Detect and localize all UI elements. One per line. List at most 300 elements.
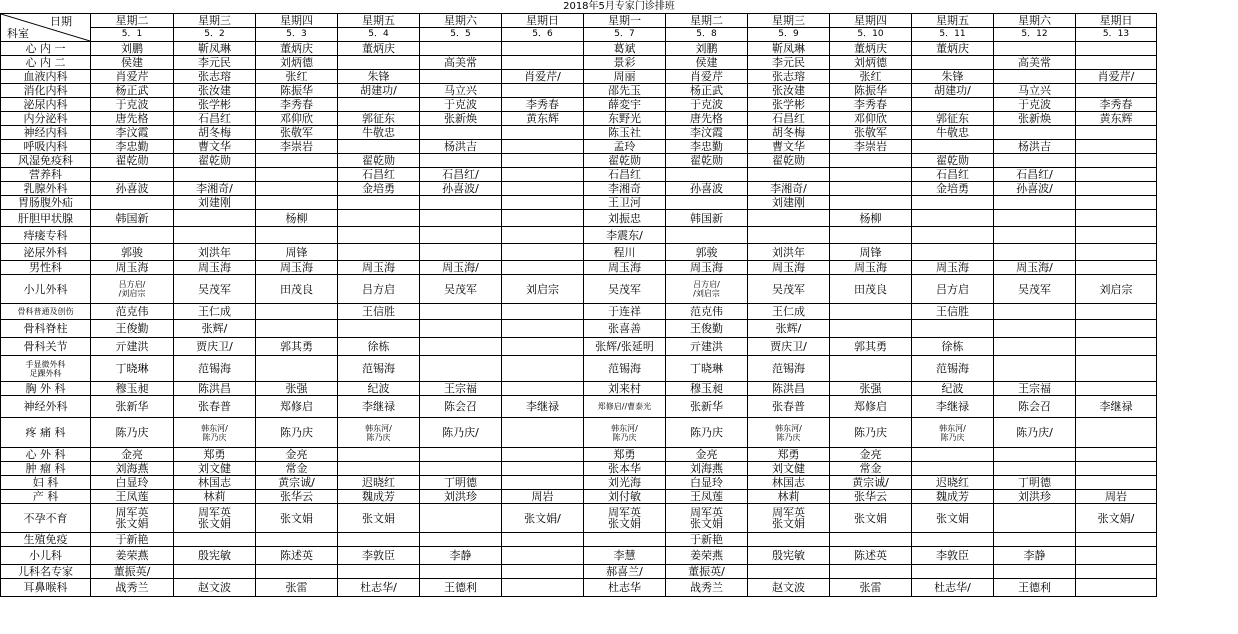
- doctor-cell: 韩东河/ 陈乃庆: [338, 418, 420, 448]
- weekday-header: 星期五: [912, 14, 994, 28]
- doctor-cell: 穆玉昶: [91, 382, 174, 396]
- doctor-cell: [830, 565, 912, 579]
- date-header: 5．12: [994, 28, 1076, 42]
- doctor-cell: 姜荣燕: [666, 547, 748, 565]
- doctor-cell: 翟乾勋: [584, 154, 666, 168]
- doctor-cell: [338, 320, 420, 338]
- doctor-cell: 李湘奇/: [748, 182, 830, 196]
- doctor-cell: 石昌红: [748, 112, 830, 126]
- table-row: [1, 476, 1157, 490]
- doctor-cell: 黄东辉: [502, 112, 584, 126]
- doctor-cell: 吕方启: [338, 275, 420, 304]
- doctor-cell: [830, 227, 912, 244]
- date-header: 5．10: [830, 28, 912, 42]
- doctor-cell: [994, 320, 1076, 338]
- doctor-cell: 陈会召: [420, 396, 502, 418]
- doctor-cell: 肖爱芹: [666, 70, 748, 84]
- doctor-cell: 曹文华: [748, 140, 830, 154]
- doctor-cell: 刘建刚: [748, 196, 830, 210]
- doctor-cell: 周岩: [502, 490, 584, 504]
- doctor-cell: [994, 227, 1076, 244]
- doctor-cell: 胡建功/: [912, 84, 994, 98]
- doctor-cell: 林莉: [748, 490, 830, 504]
- doctor-cell: 陈振华: [256, 84, 338, 98]
- doctor-cell: [338, 448, 420, 462]
- doctor-cell: 魏成芳: [912, 490, 994, 504]
- doctor-cell: [502, 210, 584, 227]
- doctor-cell: 杨柳: [256, 210, 338, 227]
- doctor-cell: 王宗福: [420, 382, 502, 396]
- doctor-cell: 杜志华/: [338, 579, 420, 597]
- doctor-cell: [256, 168, 338, 182]
- doctor-cell: [338, 533, 420, 547]
- doctor-cell: [174, 168, 256, 182]
- doctor-cell: 邵先玉: [584, 84, 666, 98]
- doctor-cell: [420, 227, 502, 244]
- doctor-cell: [338, 244, 420, 261]
- doctor-cell: 郝喜兰/: [584, 565, 666, 579]
- table-row: [1, 338, 1157, 356]
- doctor-cell: 靳凤琳: [748, 42, 830, 56]
- doctor-cell: 徐栋: [338, 338, 420, 356]
- doctor-cell: 王德利: [420, 579, 502, 597]
- doctor-cell: 郑修启: [256, 396, 338, 418]
- date-header-row: [1, 28, 1157, 42]
- doctor-cell: 金亮: [256, 448, 338, 462]
- doctor-cell: [338, 565, 420, 579]
- doctor-cell: [420, 338, 502, 356]
- doctor-cell: 张敬军: [830, 126, 912, 140]
- doctor-cell: [912, 462, 994, 476]
- doctor-cell: [502, 476, 584, 490]
- weekday-header: 星期一: [584, 14, 666, 28]
- doctor-cell: [666, 168, 748, 182]
- doctor-cell: 吕方启/ /刘启宗: [91, 275, 174, 304]
- doctor-cell: 翟乾勋: [748, 154, 830, 168]
- doctor-cell: [502, 42, 584, 56]
- doctor-cell: 李元民: [748, 56, 830, 70]
- doctor-cell: [1076, 196, 1157, 210]
- doctor-cell: [174, 565, 256, 579]
- weekday-header: 星期二: [666, 14, 748, 28]
- doctor-cell: 刘鹏: [91, 42, 174, 56]
- doctor-cell: [748, 565, 830, 579]
- doctor-cell: 侯建: [666, 56, 748, 70]
- department-label: 神经内科: [1, 126, 91, 140]
- doctor-cell: [502, 227, 584, 244]
- doctor-cell: 刘付敏: [584, 490, 666, 504]
- doctor-cell: [256, 196, 338, 210]
- doctor-cell: 张敬军: [256, 126, 338, 140]
- doctor-cell: 郭其勇: [830, 338, 912, 356]
- doctor-cell: 张志瑢: [748, 70, 830, 84]
- doctor-cell: [994, 244, 1076, 261]
- doctor-cell: 周玉海: [748, 261, 830, 275]
- doctor-cell: [256, 565, 338, 579]
- doctor-cell: 周军英 张文娟: [666, 504, 748, 533]
- doctor-cell: [1076, 227, 1157, 244]
- doctor-cell: [502, 126, 584, 140]
- doctor-cell: [174, 210, 256, 227]
- doctor-cell: [1076, 579, 1157, 597]
- doctor-cell: [256, 182, 338, 196]
- doctor-cell: 张文娟: [256, 504, 338, 533]
- doctor-cell: [502, 533, 584, 547]
- table-row: [1, 579, 1157, 597]
- doctor-cell: 陈振华: [830, 84, 912, 98]
- doctor-cell: 姜荣燕: [91, 547, 174, 565]
- doctor-cell: 吴茂军: [420, 275, 502, 304]
- doctor-cell: 丁晓琳: [666, 356, 748, 382]
- doctor-cell: 黄宗诚/: [830, 476, 912, 490]
- department-label: 妇 科: [1, 476, 91, 490]
- doctor-cell: 韩东河/ 陈乃庆: [174, 418, 256, 448]
- doctor-cell: [1076, 210, 1157, 227]
- department-label: 小儿科: [1, 547, 91, 565]
- table-row: [1, 244, 1157, 261]
- doctor-cell: [748, 168, 830, 182]
- department-label: 骨科普通及创伤: [1, 304, 91, 320]
- doctor-cell: 白显玲: [91, 476, 174, 490]
- doctor-cell: [994, 338, 1076, 356]
- doctor-cell: [666, 227, 748, 244]
- doctor-cell: [1076, 244, 1157, 261]
- doctor-cell: [256, 356, 338, 382]
- doctor-cell: [994, 42, 1076, 56]
- doctor-cell: [420, 196, 502, 210]
- doctor-cell: 李静: [994, 547, 1076, 565]
- corner-date-label: 日期: [50, 15, 72, 28]
- doctor-cell: [256, 320, 338, 338]
- department-label: 心 内 一: [1, 42, 91, 56]
- doctor-cell: [420, 565, 502, 579]
- department-label: 小儿外科: [1, 275, 91, 304]
- doctor-cell: [420, 126, 502, 140]
- doctor-cell: 李敦臣: [338, 547, 420, 565]
- doctor-cell: 周军英 张文娟: [584, 504, 666, 533]
- doctor-cell: 黄东辉: [1076, 112, 1157, 126]
- doctor-cell: [1076, 84, 1157, 98]
- doctor-cell: [338, 210, 420, 227]
- date-header: 5．7: [584, 28, 666, 42]
- doctor-cell: 郑修启//曹泰光: [584, 396, 666, 418]
- doctor-cell: [994, 304, 1076, 320]
- doctor-cell: 吴茂军: [174, 275, 256, 304]
- doctor-cell: 郑勇: [174, 448, 256, 462]
- department-label: 耳鼻喉科: [1, 579, 91, 597]
- doctor-cell: 金培勇: [338, 182, 420, 196]
- doctor-cell: 刘鹏: [666, 42, 748, 56]
- doctor-cell: 金亮: [91, 448, 174, 462]
- weekday-header-row: [1, 14, 1157, 28]
- doctor-cell: 刘洪年: [174, 244, 256, 261]
- doctor-cell: 胡冬梅: [174, 126, 256, 140]
- doctor-cell: [1076, 476, 1157, 490]
- doctor-cell: 范锡海: [748, 356, 830, 382]
- doctor-cell: 陈洪昌: [748, 382, 830, 396]
- doctor-cell: 刘来村: [584, 382, 666, 396]
- doctor-cell: [830, 196, 912, 210]
- table-row: [1, 504, 1157, 533]
- doctor-cell: 于克波: [420, 98, 502, 112]
- doctor-cell: 刘文健: [174, 462, 256, 476]
- doctor-cell: [502, 56, 584, 70]
- table-row: [1, 182, 1157, 196]
- doctor-cell: [420, 533, 502, 547]
- doctor-cell: 张志瑢: [174, 70, 256, 84]
- table-row: [1, 275, 1157, 304]
- doctor-cell: 周锋: [256, 244, 338, 261]
- doctor-cell: [338, 140, 420, 154]
- doctor-cell: 郭征东: [338, 112, 420, 126]
- doctor-cell: 周岩: [1076, 490, 1157, 504]
- weekday-header: 星期五: [338, 14, 420, 28]
- doctor-cell: 黄宗诚/: [256, 476, 338, 490]
- doctor-cell: 吴茂军: [584, 275, 666, 304]
- doctor-cell: 高美常: [420, 56, 502, 70]
- date-header: 5．9: [748, 28, 830, 42]
- doctor-cell: 刘洪珍: [420, 490, 502, 504]
- doctor-cell: [748, 210, 830, 227]
- schedule-table: [0, 13, 1157, 597]
- department-label: 儿科名专家: [1, 565, 91, 579]
- doctor-cell: [502, 338, 584, 356]
- department-label: 骨科脊柱: [1, 320, 91, 338]
- doctor-cell: [830, 304, 912, 320]
- department-label: 不孕不育: [1, 504, 91, 533]
- doctor-cell: 景彩: [584, 56, 666, 70]
- doctor-cell: [420, 448, 502, 462]
- table-row: [1, 168, 1157, 182]
- doctor-cell: 穆玉昶: [666, 382, 748, 396]
- doctor-cell: 张强: [830, 382, 912, 396]
- doctor-cell: 薛変宇: [584, 98, 666, 112]
- doctor-cell: [994, 533, 1076, 547]
- doctor-cell: [256, 533, 338, 547]
- doctor-cell: 韩东河/ 陈乃庆: [912, 418, 994, 448]
- doctor-cell: 李湘奇/: [174, 182, 256, 196]
- doctor-cell: 郭其勇: [256, 338, 338, 356]
- doctor-cell: [502, 418, 584, 448]
- table-row: [1, 196, 1157, 210]
- doctor-cell: 李汶霞: [91, 126, 174, 140]
- table-row: [1, 84, 1157, 98]
- doctor-cell: [91, 168, 174, 182]
- doctor-cell: 吴茂军: [748, 275, 830, 304]
- doctor-cell: 王俊勤: [666, 320, 748, 338]
- doctor-cell: 李秀春: [1076, 98, 1157, 112]
- doctor-cell: 朱锋: [912, 70, 994, 84]
- table-row: [1, 227, 1157, 244]
- doctor-cell: [256, 154, 338, 168]
- doctor-cell: 刘光海: [584, 476, 666, 490]
- doctor-cell: 张华云: [256, 490, 338, 504]
- doctor-cell: [502, 196, 584, 210]
- doctor-cell: 翟乾勋: [338, 154, 420, 168]
- doctor-cell: [420, 42, 502, 56]
- date-header: 5．2: [174, 28, 256, 42]
- weekday-header: 星期四: [256, 14, 338, 28]
- doctor-cell: 贾庆卫/: [174, 338, 256, 356]
- department-label: 内分泌科: [1, 112, 91, 126]
- doctor-cell: 丁明德: [994, 476, 1076, 490]
- doctor-cell: [584, 533, 666, 547]
- doctor-cell: [338, 227, 420, 244]
- doctor-cell: [830, 168, 912, 182]
- doctor-cell: 翟乾勋: [91, 154, 174, 168]
- doctor-cell: 王德利: [994, 579, 1076, 597]
- doctor-cell: 赵文波: [174, 579, 256, 597]
- doctor-cell: 董炳庆: [830, 42, 912, 56]
- doctor-cell: 周丽: [584, 70, 666, 84]
- doctor-cell: 石昌红: [912, 168, 994, 182]
- weekday-header: 星期六: [420, 14, 502, 28]
- doctor-cell: 刘海燕: [91, 462, 174, 476]
- doctor-cell: 葛斌: [584, 42, 666, 56]
- department-label: 男性科: [1, 261, 91, 275]
- doctor-cell: [502, 547, 584, 565]
- doctor-cell: 李忠勤: [666, 140, 748, 154]
- doctor-cell: [912, 227, 994, 244]
- doctor-cell: 马立兴: [420, 84, 502, 98]
- doctor-cell: [91, 227, 174, 244]
- date-header: 5．4: [338, 28, 420, 42]
- weekday-header: 星期二: [91, 14, 174, 28]
- doctor-cell: [1076, 182, 1157, 196]
- doctor-cell: [994, 356, 1076, 382]
- doctor-cell: [502, 154, 584, 168]
- doctor-cell: 陈乃庆: [666, 418, 748, 448]
- doctor-cell: [994, 504, 1076, 533]
- doctor-cell: [994, 70, 1076, 84]
- department-label: 风湿免疫科: [1, 154, 91, 168]
- doctor-cell: 张辉/张延明: [584, 338, 666, 356]
- page-title: 2018年5月专家门诊排班: [563, 1, 675, 12]
- doctor-cell: 陈乃庆: [91, 418, 174, 448]
- doctor-cell: 张新焕: [994, 112, 1076, 126]
- doctor-cell: [830, 320, 912, 338]
- doctor-cell: 孙喜波/: [420, 182, 502, 196]
- doctor-cell: 张辉/: [748, 320, 830, 338]
- doctor-cell: [830, 154, 912, 168]
- doctor-cell: 孙喜波: [666, 182, 748, 196]
- doctor-cell: 范克伟: [666, 304, 748, 320]
- weekday-header: 星期日: [1076, 14, 1157, 28]
- doctor-cell: 金培勇: [912, 182, 994, 196]
- doctor-cell: [1076, 547, 1157, 565]
- doctor-cell: 杨柳: [830, 210, 912, 227]
- table-row: [1, 154, 1157, 168]
- doctor-cell: 陈洪昌: [174, 382, 256, 396]
- doctor-cell: 李继禄: [1076, 396, 1157, 418]
- table-row: [1, 320, 1157, 338]
- doctor-cell: [420, 244, 502, 261]
- doctor-cell: 韩东河/ 陈乃庆: [584, 418, 666, 448]
- doctor-cell: 陈乃庆: [256, 418, 338, 448]
- doctor-cell: 周玉海/: [420, 261, 502, 275]
- doctor-cell: 李震东/: [584, 227, 666, 244]
- doctor-cell: 王仁成: [748, 304, 830, 320]
- doctor-cell: 李崇岩: [830, 140, 912, 154]
- table-row: [1, 56, 1157, 70]
- doctor-cell: 刘炳德: [830, 56, 912, 70]
- doctor-cell: [256, 227, 338, 244]
- doctor-cell: [256, 304, 338, 320]
- doctor-cell: 纪波: [338, 382, 420, 396]
- doctor-cell: [994, 196, 1076, 210]
- doctor-cell: 李忠勤: [91, 140, 174, 154]
- doctor-cell: 刘启宗: [1076, 275, 1157, 304]
- table-row: [1, 448, 1157, 462]
- table-row: [1, 42, 1157, 56]
- doctor-cell: [994, 210, 1076, 227]
- doctor-cell: [502, 168, 584, 182]
- doctor-cell: 张汝建: [174, 84, 256, 98]
- doctor-cell: 董炳庆: [256, 42, 338, 56]
- doctor-cell: 石昌红: [338, 168, 420, 182]
- doctor-cell: [912, 196, 994, 210]
- doctor-cell: 李汶霞: [666, 126, 748, 140]
- doctor-cell: 吕方启: [912, 275, 994, 304]
- doctor-cell: 刘海燕: [666, 462, 748, 476]
- doctor-cell: 周玉海: [666, 261, 748, 275]
- doctor-cell: 周军英 张文娟: [748, 504, 830, 533]
- doctor-cell: [174, 227, 256, 244]
- doctor-cell: [91, 196, 174, 210]
- doctor-cell: 邓仰欣: [256, 112, 338, 126]
- table-row: [1, 210, 1157, 227]
- doctor-cell: [502, 244, 584, 261]
- table-row: [1, 70, 1157, 84]
- doctor-cell: [420, 320, 502, 338]
- doctor-cell: 牛敬忠: [912, 126, 994, 140]
- doctor-cell: 董振英/: [91, 565, 174, 579]
- department-label: 泌尿内科: [1, 98, 91, 112]
- doctor-cell: 东野光: [584, 112, 666, 126]
- table-row: [1, 98, 1157, 112]
- doctor-cell: [1076, 42, 1157, 56]
- doctor-cell: 林莉: [174, 490, 256, 504]
- doctor-cell: 王卫河: [584, 196, 666, 210]
- doctor-cell: 董振英/: [666, 565, 748, 579]
- table-row: [1, 304, 1157, 320]
- doctor-cell: [502, 356, 584, 382]
- doctor-cell: 陈述英: [830, 547, 912, 565]
- doctor-cell: 陈玉社: [584, 126, 666, 140]
- date-header: 5．11: [912, 28, 994, 42]
- doctor-cell: 陈乃庆/: [420, 418, 502, 448]
- doctor-cell: 杨正武: [91, 84, 174, 98]
- doctor-cell: 张学彬: [174, 98, 256, 112]
- doctor-cell: 李元民: [174, 56, 256, 70]
- table-row: [1, 418, 1157, 448]
- doctor-cell: [912, 565, 994, 579]
- doctor-cell: [420, 210, 502, 227]
- doctor-cell: [1076, 56, 1157, 70]
- doctor-cell: 丁晓琳: [91, 356, 174, 382]
- doctor-cell: 周锋: [830, 244, 912, 261]
- doctor-cell: 林国志: [748, 476, 830, 490]
- doctor-cell: 王信胜: [912, 304, 994, 320]
- doctor-cell: [338, 196, 420, 210]
- doctor-cell: 林国志: [174, 476, 256, 490]
- doctor-cell: [1076, 462, 1157, 476]
- doctor-cell: 郑勇: [584, 448, 666, 462]
- doctor-cell: [502, 579, 584, 597]
- doctor-cell: 李秀春: [830, 98, 912, 112]
- doctor-cell: 张雷: [256, 579, 338, 597]
- doctor-cell: 殷宪敏: [748, 547, 830, 565]
